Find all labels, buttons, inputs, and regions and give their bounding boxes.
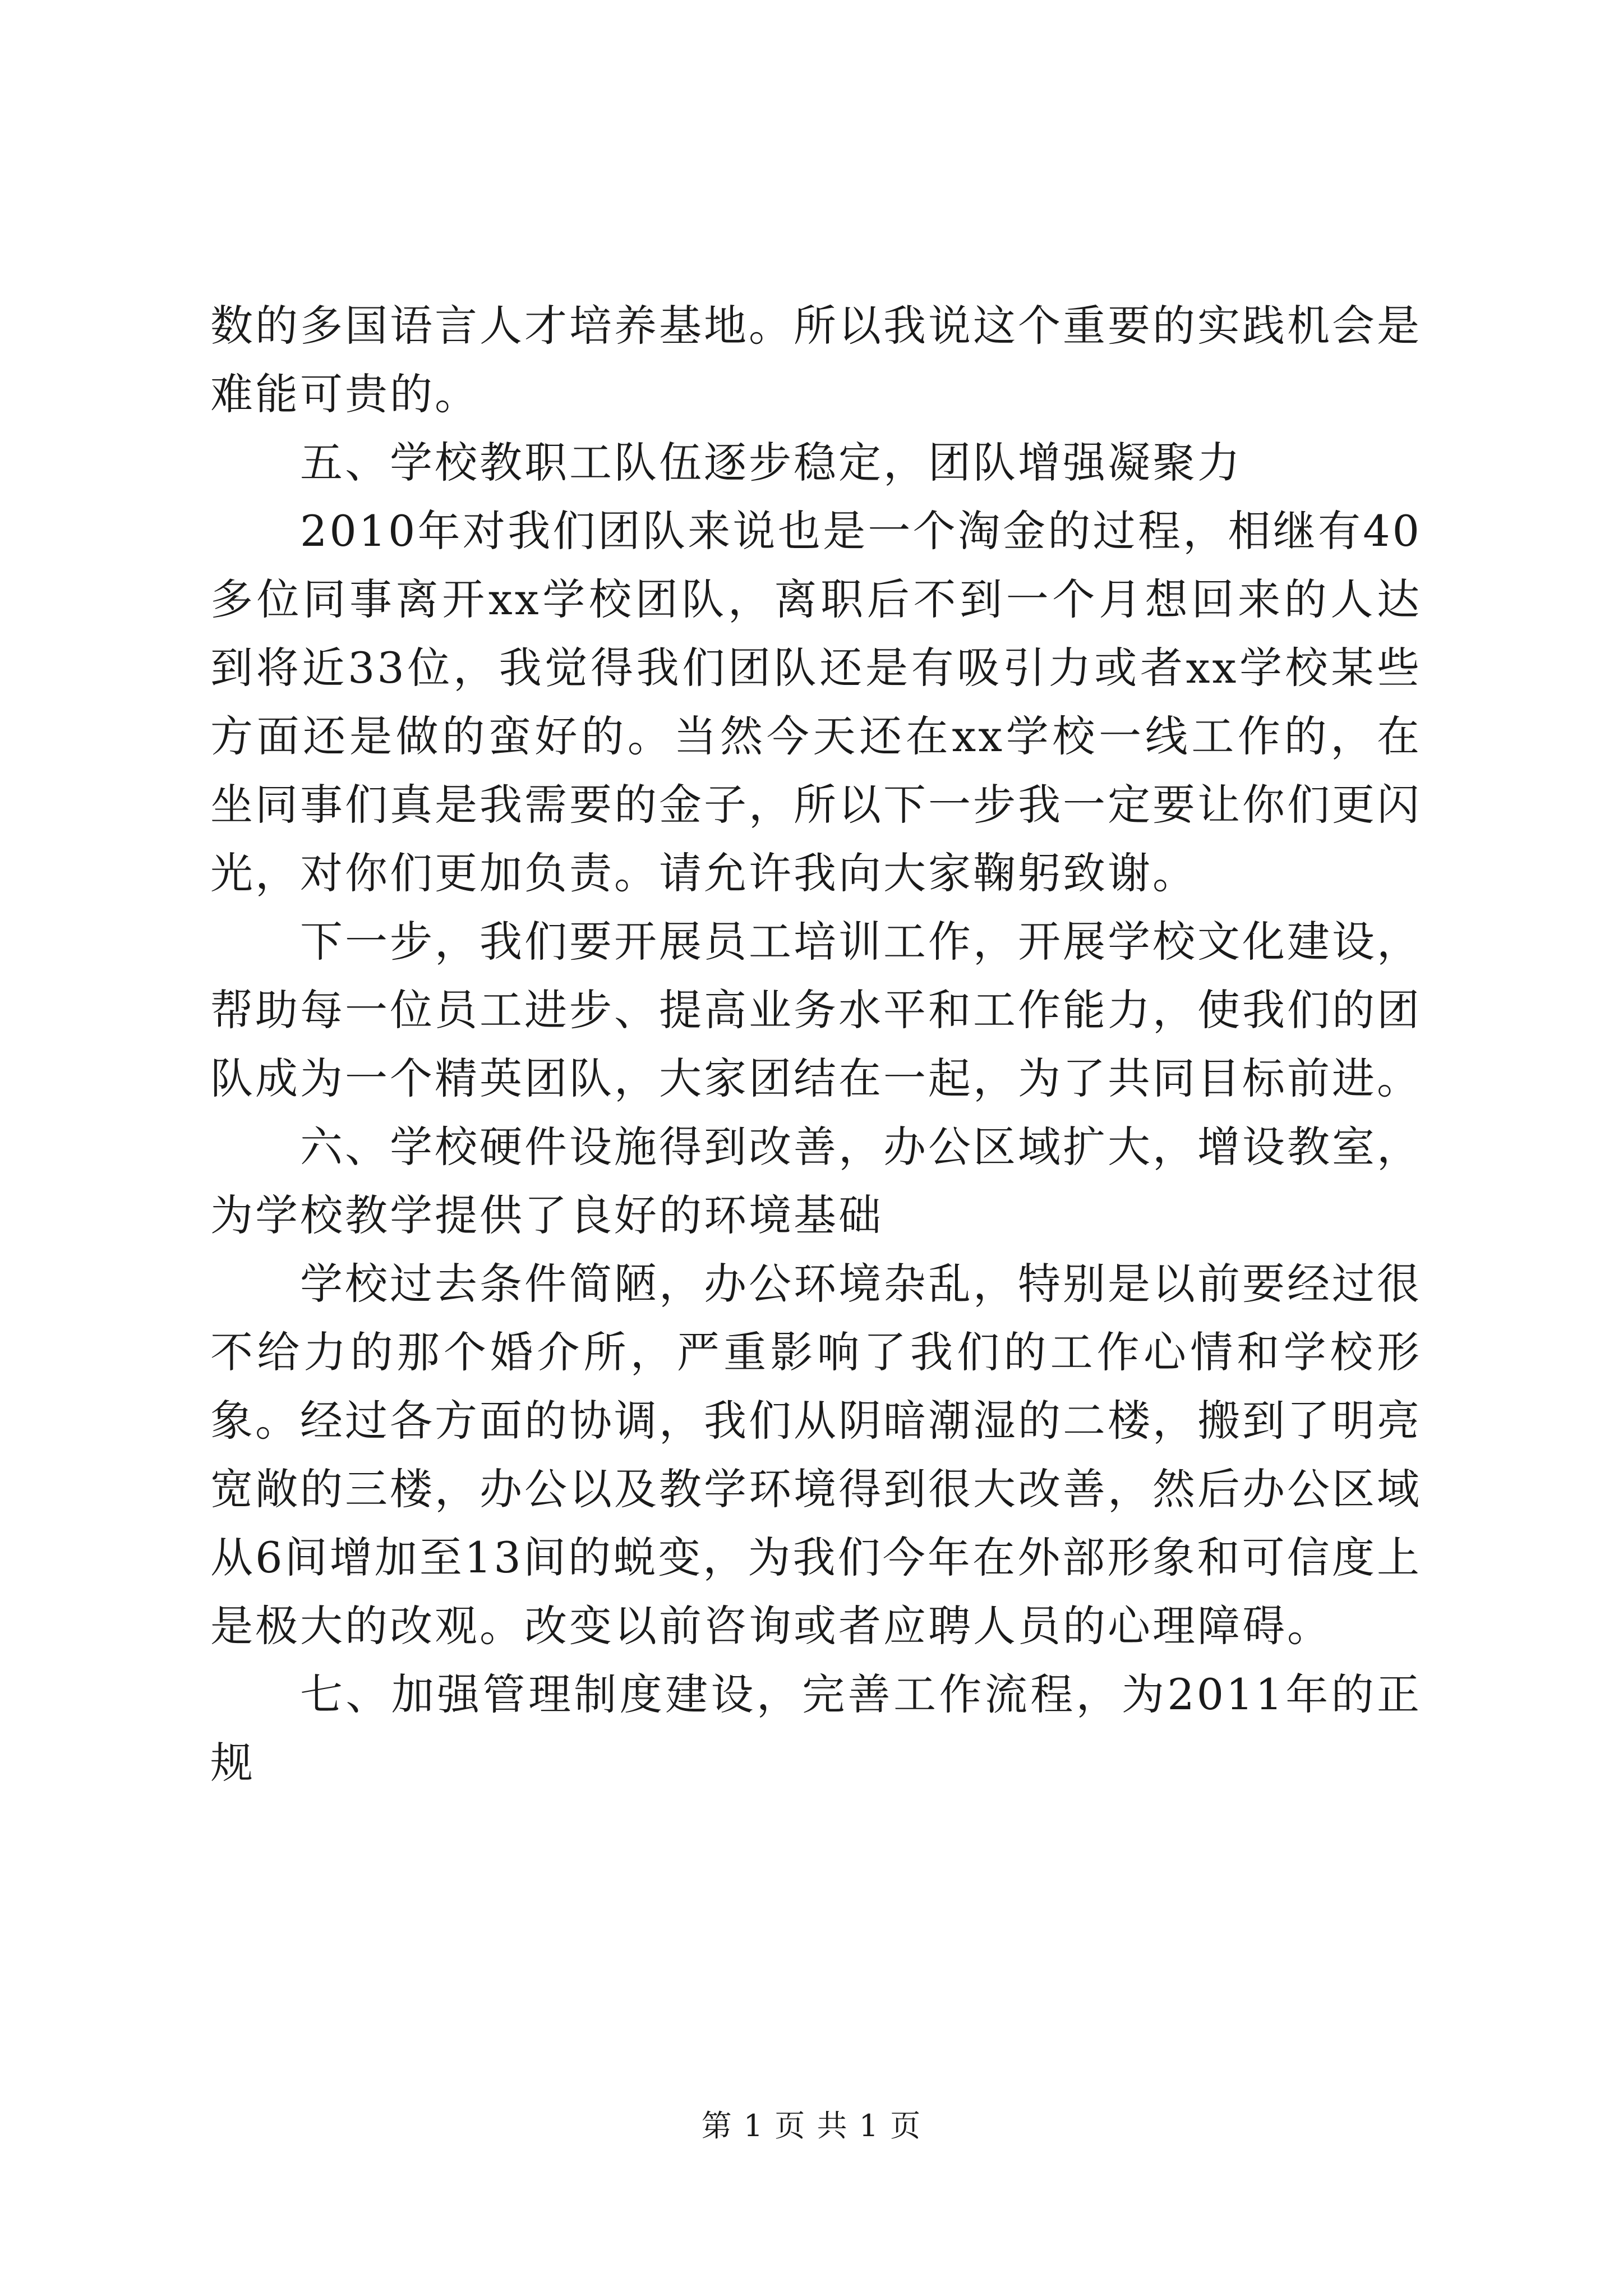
section-heading-7: 七、加强管理制度建设，完善工作流程，为2011年的正规 (210, 1669, 1422, 1788)
paragraph-facilities: 学校过去条件简陋，办公环境杂乱，特别是以前要经过很不给力的那个婚介所，严重影响了我们的工作心情和学校形象。经过各方面的协调，我们从阴暗潮湿的二楼，搬到了明亮宽敞的三楼，办公以及教学环境得到很大改善，然后办公区域从6间增加至13间的蜕变，为我们今年在外部形象和可信度上是极大的改观。改变以前咨询或者应聘人员的心理障碍。 (210, 1259, 1422, 1651)
page-number-footer: 第 1 页 共 1 页 (701, 2108, 922, 2143)
paragraph-next-step: 下一步，我们要开展员工培训工作，开展学校文化建设，帮助每一位员工进步、提高业务水平和工作能力，使我们的团队成为一个精英团队，大家团结在一起，为了共同目标前进。 (210, 917, 1422, 1103)
paragraph-team: 2010年对我们团队来说也是一个淘金的过程，相继有40多位同事离开xx学校团队，离职后不到一个月想回来的人达到将近33位，我觉得我们团队还是有吸引力或者xx学校某些方面还是做的蛮好的。当然今天还在xx学校一线工作的，在坐同事们真是我需要的金子，所以下一步我一定要让你们更闪光，对你们更加负责。请允许我向大家鞠躬致谢。 (210, 506, 1422, 898)
section-heading-5: 五、学校教职工队伍逐步稳定，团队增强凝聚力 (300, 438, 1242, 487)
document-body (210, 292, 1422, 1797)
paragraph-continuation: 数的多国语言人才培养基地。所以我说这个重要的实践机会是难能可贵的。 (210, 301, 1422, 419)
section-heading-6: 六、学校硬件设施得到改善，办公区域扩大，增设教室，为学校教学提供了良好的环境基础 (210, 1122, 1422, 1240)
